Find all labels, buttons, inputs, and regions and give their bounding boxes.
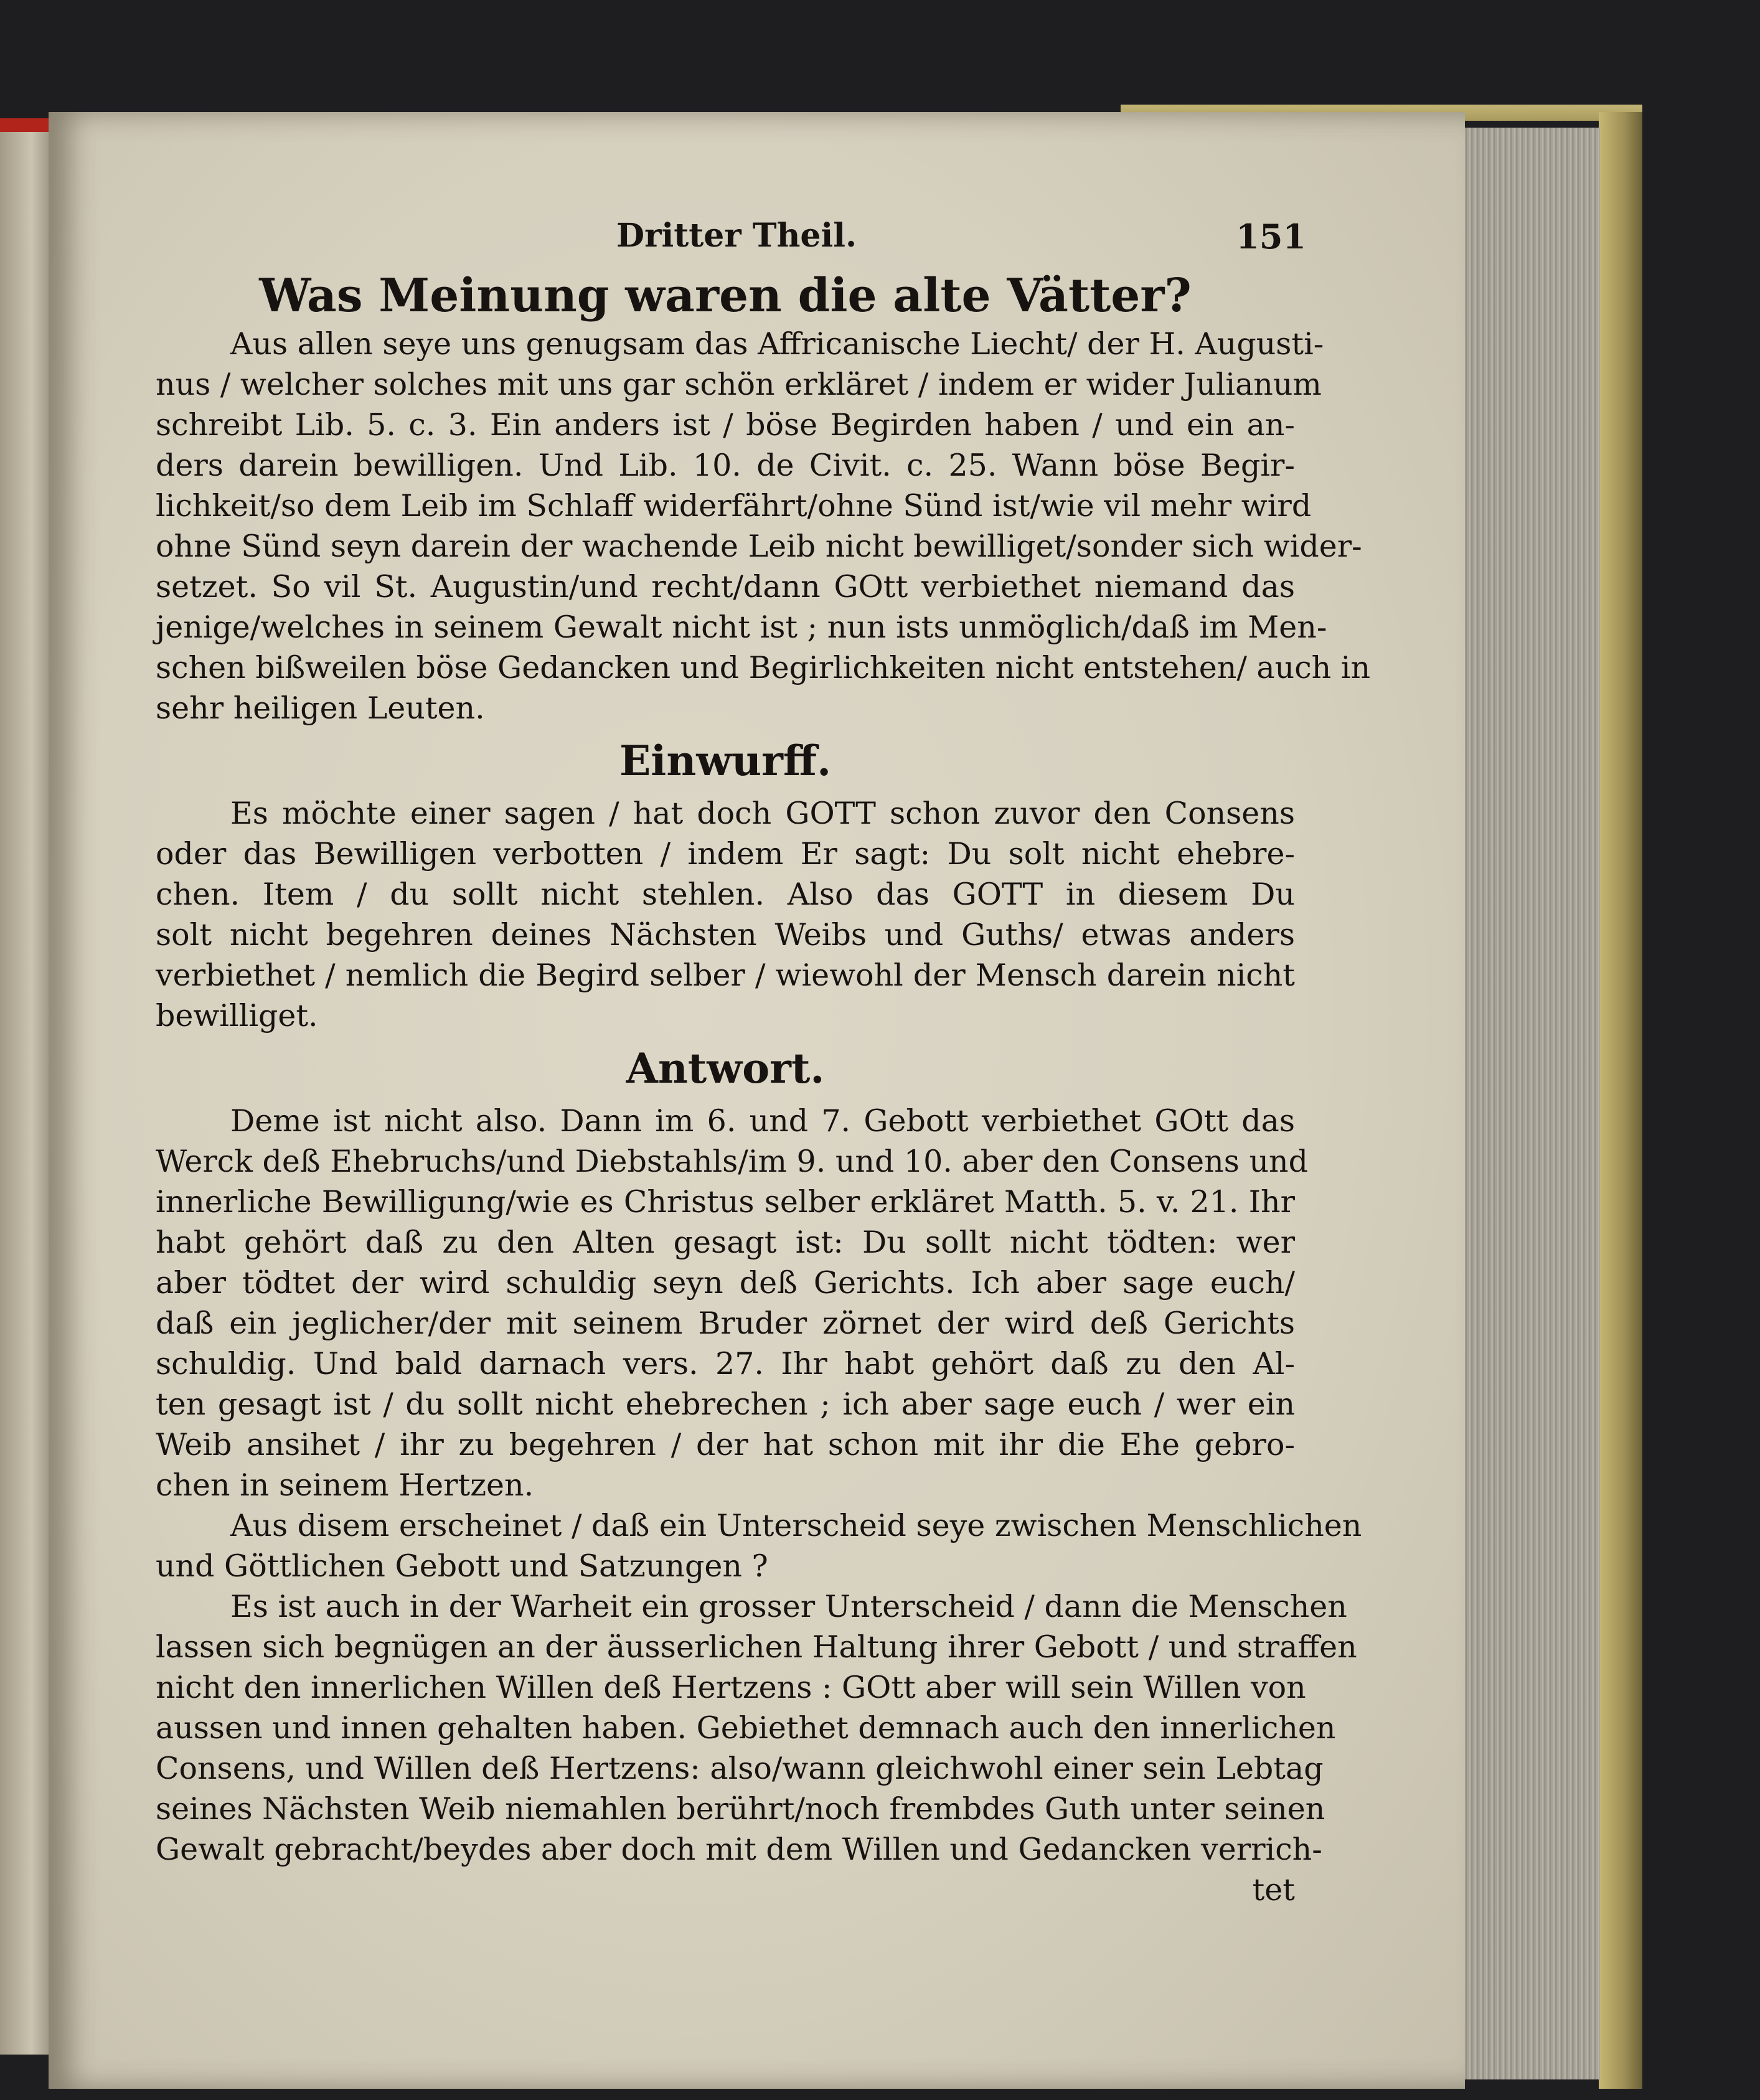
- text-line: nicht den innerlichen Willen deß Hertzens : GOtt aber will sein Willen von: [156, 1670, 1306, 1705]
- text-line: Aus allen seye uns genugsam das Affricanische Liecht/ der H. Augusti-: [230, 326, 1324, 362]
- text-line: jenige/welches in seinem Gewalt nicht ist ; nun ists unmöglich/daß im Men-: [156, 610, 1327, 645]
- text-line: ohne Sünd seyn darein der wachende Leib nicht bewilliget/sonder sich wider-: [156, 529, 1362, 564]
- text-line: chen in seinem Hertzen.: [156, 1467, 534, 1503]
- text-line: Es ist auch in der Warheit ein grosser Unterscheid / dann die Menschen: [230, 1589, 1347, 1624]
- text-line: innerliche Bewilligung/wie es Christus selber erkläret Matth. 5. v. 21. Ihr: [156, 1184, 1295, 1220]
- paragraph-fathers: [156, 324, 1371, 728]
- section-heading-objection: Einwurff.: [619, 737, 832, 785]
- section-heading-fathers: Was Meinung waren die alte Vätter?: [259, 269, 1192, 323]
- running-head: Dritter Theil.: [616, 217, 857, 255]
- text-line: schreibt Lib. 5. c. 3. Ein anders ist / böse Begirden haben / und ein an-: [156, 407, 1295, 443]
- text-line: solt nicht begehren deines Nächsten Weibs und Guths/ etwas anders: [156, 917, 1295, 953]
- text-line: schen bißweilen böse Gedancken und Begirlichkeiten nicht entstehen/ auch in: [156, 650, 1371, 685]
- text-line: daß ein jeglicher/der mit seinem Bruder zörnet der wird deß Gerichts: [156, 1306, 1295, 1341]
- page-header: [156, 212, 1306, 268]
- section-heading-answer: Antwort.: [626, 1044, 825, 1093]
- text-line: bewilliget.: [156, 998, 318, 1034]
- text-line: Gewalt gebracht/beydes aber doch mit dem Willen und Gedancken verrich-: [156, 1832, 1322, 1867]
- text-line: setzet. So vil St. Augustin/und recht/dann GOtt verbiethet niemand das: [156, 569, 1295, 605]
- text-line: ders darein bewilligen. Und Lib. 10. de Civit. c. 25. Wann böse Begir-: [156, 448, 1295, 483]
- text-line: sehr heiligen Leuten.: [156, 690, 485, 726]
- text-line: aber tödtet der wird schuldig seyn deß Gerichts. Ich aber sage euch/: [156, 1265, 1295, 1301]
- catchword: tet: [1252, 1872, 1295, 1908]
- text-line: lichkeit/so dem Leib im Schlaff widerfährt/ohne Sünd ist/wie vil mehr wird: [156, 488, 1312, 524]
- text-line: Es möchte einer sagen / hat doch GOTT schon zuvor den Consens: [230, 796, 1295, 831]
- text-line: nus / welcher solches mit uns gar schön erkläret / indem er wider Julianum: [156, 367, 1322, 402]
- text-line: habt gehört daß zu den Alten gesagt ist: Du sollt nicht tödten: wer: [156, 1225, 1295, 1260]
- text-line: aussen und innen gehalten haben. Gebiethet demnach auch den innerlichen: [156, 1710, 1336, 1746]
- page-text: [156, 212, 1371, 1910]
- text-line: ten gesagt ist / du sollt nicht ehebrechen ; ich aber sage euch / wer ein: [156, 1387, 1295, 1422]
- text-line: Deme ist nicht also. Dann im 6. und 7. Gebott verbiethet GOtt das: [230, 1103, 1295, 1139]
- paragraph-objection: [156, 793, 1295, 1036]
- text-line: schuldig. Und bald darnach vers. 27. Ihr habt gehört daß zu den Al-: [156, 1346, 1295, 1382]
- text-line: oder das Bewilligen verbotten / indem Er sagt: Du solt nicht ehebre-: [156, 836, 1295, 872]
- page-edges: [1457, 128, 1600, 2079]
- text-line: und Göttlichen Gebott und Satzungen ?: [156, 1548, 768, 1584]
- text-line: chen. Item / du sollt nicht stehlen. Also das GOTT in diesem Du: [156, 877, 1295, 912]
- text-line: Werck deß Ehebruchs/und Diebstahls/im 9. und 10. aber den Consens und: [156, 1144, 1308, 1179]
- bookmark-ribbon: [0, 118, 56, 132]
- book-cover-edge: [1599, 112, 1642, 2089]
- text-line: lassen sich begnügen an der äusserlichen Haltung ihrer Gebott / und straffen: [156, 1629, 1357, 1665]
- text-line: Aus disem erscheinet / daß ein Unterscheid seye zwischen Menschlichen: [230, 1508, 1362, 1543]
- paragraph-answer: [156, 1101, 1362, 1910]
- text-line: verbiethet / nemlich die Begird selber / wiewohl der Mensch darein nicht: [156, 958, 1295, 993]
- text-line: seines Nächsten Weib niemahlen berührt/noch frembdes Guth unter seinen: [156, 1791, 1325, 1827]
- page-number: 151: [1236, 217, 1306, 257]
- text-line: Weib ansihet / ihr zu begehren / der hat schon mit ihr die Ehe gebro-: [156, 1427, 1295, 1462]
- text-line: Consens, und Willen deß Hertzens: also/wann gleichwohl einer sein Lebtag: [156, 1751, 1324, 1786]
